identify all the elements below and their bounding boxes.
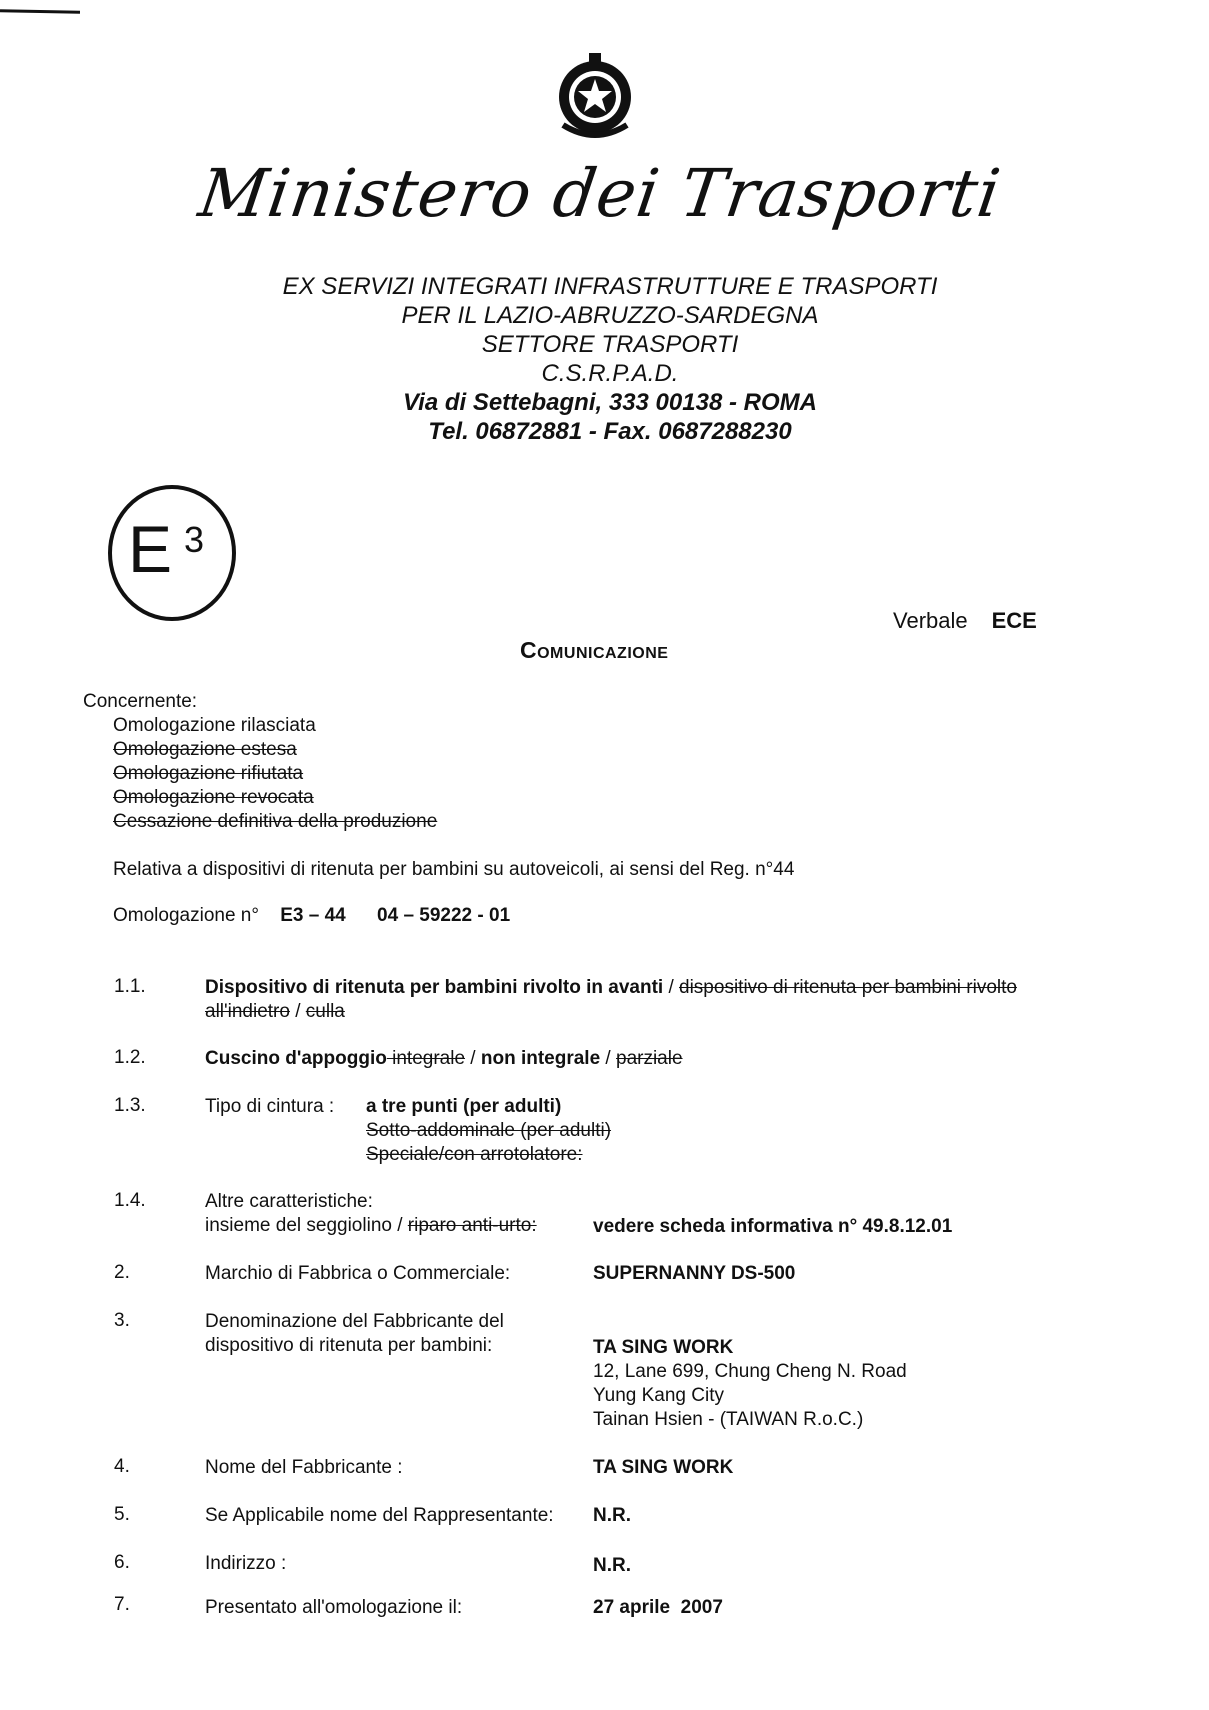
item-2-label: Marchio di Fabbrica o Commerciale:: [205, 1263, 511, 1284]
item-1-3-selected: a tre punti (per adulti): [366, 1096, 562, 1117]
item-1-2-struck: parziale: [616, 1048, 683, 1069]
item-number: 5.: [114, 1504, 130, 1525]
e3-number: 3: [184, 519, 205, 560]
omologazione-label: Omologazione n°: [113, 905, 259, 926]
office-address: Via di Settebagni, 333 00138 - ROMA: [403, 389, 817, 416]
concernente-option: Cessazione definitiva della produzione: [113, 811, 438, 832]
item-6-label: Indirizzo :: [205, 1553, 287, 1574]
verbale-value: ECE: [991, 608, 1037, 633]
item-5-value: N.R.: [593, 1505, 631, 1526]
concernente-label: Concernente:: [83, 691, 198, 712]
item-5-label: Se Applicabile nome del Rappresentante:: [205, 1505, 554, 1526]
item-1-1-text: [205, 976, 1105, 1024]
item-number: 7.: [114, 1594, 130, 1615]
item-1-3-struck: Sotto-addominale (per adulti): [366, 1120, 612, 1141]
scan-mark: [0, 9, 80, 13]
separator: /: [289, 1001, 306, 1022]
item-number: 1.3.: [114, 1095, 146, 1116]
item-1-1-struck: culla: [305, 1001, 345, 1022]
item-1-4-struck: riparo anti-urto:: [407, 1215, 537, 1236]
item-3-manufacturer: TA SING WORK: [593, 1337, 734, 1358]
item-4-value: TA SING WORK: [593, 1457, 734, 1478]
item-6-value: N.R.: [593, 1555, 631, 1576]
item-3-address: Tainan Hsien - (TAIWAN R.o.C.): [593, 1409, 864, 1430]
item-1-2-selected: non integrale: [480, 1048, 601, 1069]
item-7-label: Presentato all'omologazione il:: [205, 1597, 463, 1618]
item-1-3-label: Tipo di cintura :: [205, 1096, 335, 1117]
item-1-4-sublabel: [205, 1214, 537, 1238]
concernente-option: Omologazione rifiutata: [113, 763, 304, 784]
verbale-line: [893, 608, 1037, 634]
office-line: C.S.R.P.A.D.: [541, 360, 679, 387]
item-1-4-value: vedere scheda informativa n° 49.8.12.01: [593, 1216, 953, 1237]
item-1-2-selected: Cuscino d'appoggio: [205, 1048, 387, 1069]
separator: /: [465, 1048, 481, 1069]
omologazione-code-1: E3 – 44: [280, 905, 346, 926]
separator: /: [600, 1048, 616, 1069]
e3-approval-mark-icon: [106, 483, 238, 623]
relativa-text: Relativa a dispositivi di ritenuta per bambini su autoveicoli, ai sensi del Reg. n°44: [113, 859, 795, 880]
e3-letter: E: [128, 512, 173, 586]
item-1-3-struck: Speciale/con arrotolatore:: [366, 1144, 583, 1165]
item-3-address: 12, Lane 699, Chung Cheng N. Road: [593, 1361, 907, 1382]
office-address-block: [160, 272, 1060, 446]
item-number: 3.: [114, 1310, 130, 1331]
omologazione-line: [113, 904, 510, 928]
item-1-1-selected: Dispositivo di ritenuta per bambini rivolto in avanti: [205, 977, 664, 998]
ministry-title: Ministero dei Trasporti: [194, 155, 1006, 232]
omologazione-code-2: 04 – 59222 - 01: [377, 905, 511, 926]
italian-republic-emblem-icon: [545, 45, 645, 145]
item-1-2-text: [205, 1047, 683, 1071]
item-1-4-option: insieme del seggiolino: [205, 1215, 392, 1236]
document-title: Comunicazione: [520, 637, 669, 663]
concernente-option: Omologazione revocata: [113, 787, 314, 808]
item-number: 1.2.: [114, 1047, 146, 1068]
item-2-value: SUPERNANNY DS-500: [593, 1263, 796, 1284]
separator: /: [391, 1215, 408, 1236]
item-4-label: Nome del Fabbricante :: [205, 1457, 403, 1478]
office-line: EX SERVIZI INTEGRATI INFRASTRUTTURE E TRASPORTI: [282, 273, 938, 300]
office-phone: Tel. 06872881 - Fax. 0687288230: [428, 418, 792, 445]
item-1-1-struck: dispositivo di ritenuta per bambini rivolto all'indietro: [205, 977, 1017, 1022]
item-number: 2.: [114, 1262, 130, 1283]
item-3-label: Denominazione del Fabbricante del: [205, 1311, 504, 1332]
item-number: 6.: [114, 1552, 130, 1573]
office-line: PER IL LAZIO-ABRUZZO-SARDEGNA: [401, 302, 819, 329]
item-3-label: dispositivo di ritenuta per bambini:: [205, 1335, 493, 1356]
item-number: 1.4.: [114, 1190, 146, 1211]
item-1-2-struck: integrale: [386, 1048, 466, 1069]
concernente-option: Omologazione estesa: [113, 739, 297, 760]
office-line: SETTORE TRASPORTI: [481, 331, 739, 358]
concernente-option: Omologazione rilasciata: [113, 715, 316, 736]
item-1-4-label: Altre caratteristiche:: [205, 1191, 373, 1212]
item-7-value: 27 aprile 2007: [593, 1597, 723, 1618]
verbale-label: Verbale: [893, 608, 968, 633]
item-3-address: Yung Kang City: [593, 1385, 724, 1406]
item-number: 4.: [114, 1456, 130, 1477]
item-number: 1.1.: [114, 976, 146, 997]
separator: /: [663, 977, 680, 998]
